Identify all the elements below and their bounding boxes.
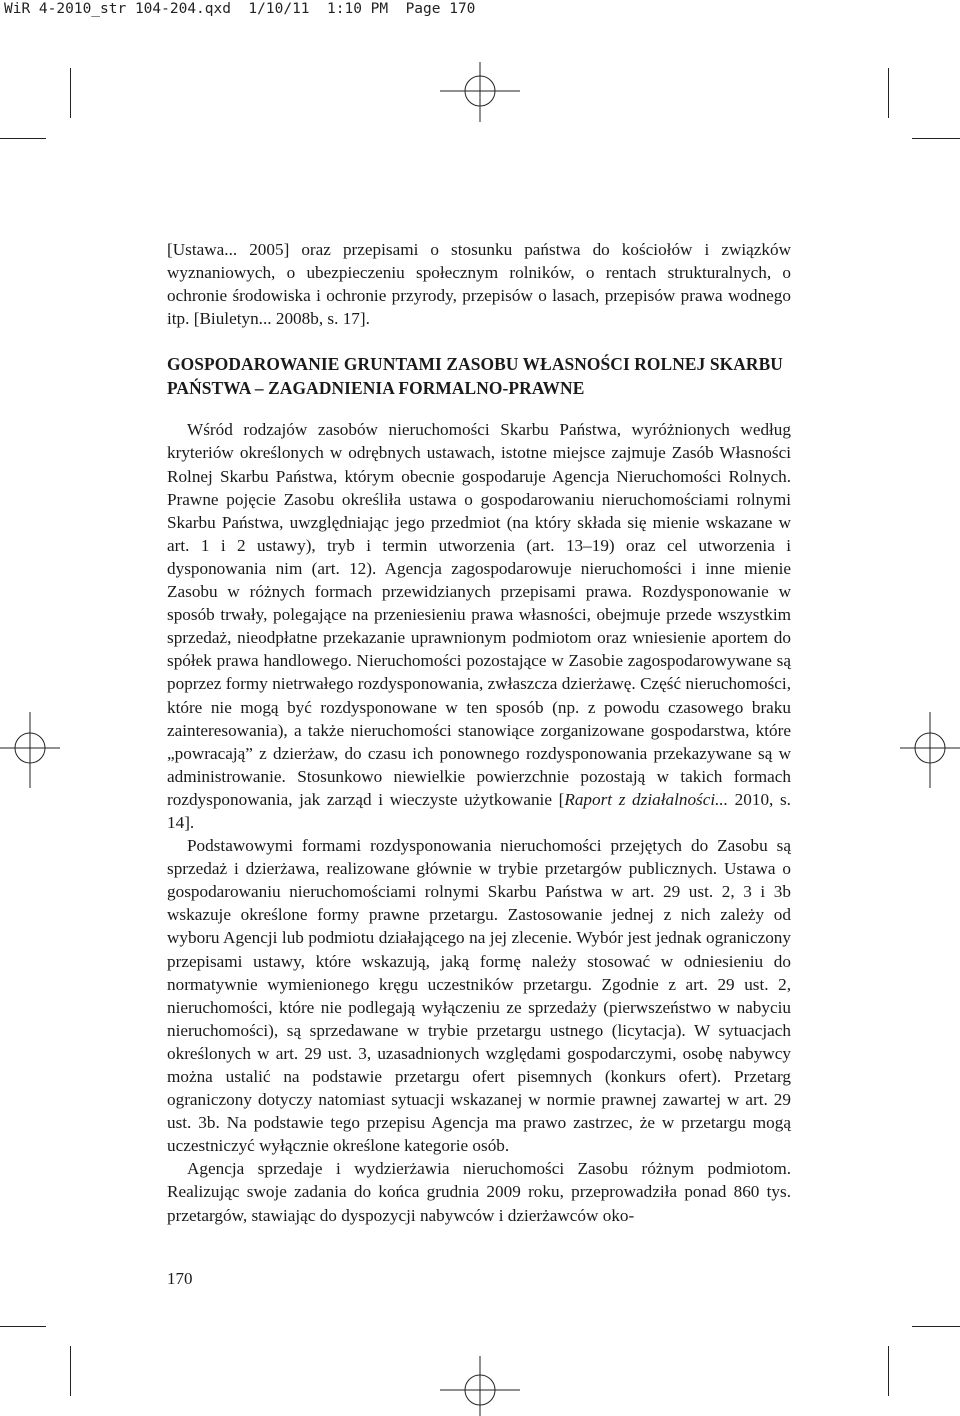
carry-over-paragraph: [Ustawa... 2005] oraz przepisami o stosunku państwa do kościołów i związków wyznaniowych, o ubezpieczeniu społecznym rolników, o rentach strukturalnych, o ochronie środowiska i ochronie przyrody, przepisów o lasach, przepisów prawa wodnego itp. [Biuletyn... 2008b, s. 17]. [167,240,791,329]
page-number: 170 [167,1269,193,1288]
crop-mark-top-left-vertical [70,68,71,118]
registration-mark-bottom [440,1356,520,1416]
crop-mark-bottom-right-vertical [888,1346,889,1396]
registration-mark-top [440,62,520,122]
crop-mark-top-left-horizontal [0,138,46,139]
crop-mark-bottom-left-horizontal [0,1326,46,1327]
crop-mark-bottom-left-vertical [70,1346,71,1396]
printer-slug: WiR 4-2010_str 104-204.qxd 1/10/11 1:10 PM Page 170 [4,1,476,17]
registration-mark-right [900,712,960,788]
section-heading: GOSPODAROWANIE GRUNTAMI ZASOBU WŁASNOŚCI ROLNEJ SKARBU PAŃSTWA – ZAGADNIENIA FORMALNO-PRAWNE [167,354,783,399]
crop-mark-top-right-horizontal [912,138,960,139]
paragraph-1-citation-tail: 2010, s. 14]. [167,789,791,832]
paragraph-2: Podstawowymi formami rozdysponowania nieruchomości przejętych do Zasobu są sprzedaż i dzierżawa, realizowane głównie w trybie przetargów publicznych. Ustawa o gospodarowaniu nieruchomościami rolnymi Skarbu Państwa w art. 29 ust. 2, 3 i 3b wskazuje określone formy prawne przetargu. Zastosowanie jednej z nich zależy od wyboru Agencji lub podmiotu działającego na jej zlecenie. Wybór jest jednak ograniczony przepisami ustawy, które wskazują, jaką formę należy stosować w odniesieniu do normatywnie wymienionego kręgu uczestników przetargu. Zgodnie z art. 29 ust. 2, nieruchomości, które nie podlegają wyłączeniu ze sprzedaży (pierwszeństwo w nabyciu nieruchomości), są sprzedawane w trybie przetargu ustnego (licytacja). W sytuacjach określonych w art. 29 ust. 3, uzasadnionych względami gospodarczymi, osobę nabywcy można ustalić na podstawie przetargu ofert pisemnych (konkurs ofert). Przetarg ograniczony dotyczy natomiast sytuacji wskazanej w normie prawnej zawartej w art. 29 ust. 3b. Na podstawie tego przepisu Agencja ma prawo zastrzec, że w przetargu mogą uczestniczyć wyłącznie określone kategorie osób. [167,836,791,1156]
registration-mark-left [0,712,60,788]
crop-mark-top-right-vertical [888,68,889,118]
page-body [167,238,791,1227]
paragraph-1-text: Wśród rodzajów zasobów nieruchomości Skarbu Państwa, wyróżnionych według kryteriów określonych w odrębnych ustawach, istotne miejsce zajmuje Zasób Własności Rolnej Skarbu Państwa, którym obecnie gospodaruje Agencja Nieruchomości Rolnych. Prawne pojęcie Zasobu określiła ustawa o gospodarowaniu nieruchomościami rolnymi Skarbu Państwa, uwzględniając jego przedmiot (na który składa się mienie wskazane w art. 1 i 2 ustawy), tryb i termin utworzenia (art. 13–19) oraz cel utworzenia i dysponowania nim (art. 12). Agencja zagospodarowuje nieruchomości i inne mienie Zasobu w różnych formach przewidzianych przepisami prawa. Rozdysponowanie w sposób trwały, polegające na przeniesieniu prawa własności, obejmuje przede wszystkim sprzedaż, nieodpłatne przekazanie uprawnionym podmiotom oraz wniesienie aportem do spółek prawa handlowego. Nieruchomości pozostające w Zasobie zagospodarowywane są poprzez formy nietrwałego rozdysponowania, zwłaszcza dzierżawę. Część nieruchomości, które nie mogą być rozdysponowane w ten sposób (np. z powodu czasowego braku zainteresowania), a także nieruchomości stanowiące zorganizowane gospodarstwa, które „powracają” z dzierżaw, do czasu ich ponownego rozdysponowania przekazywane są w administrowanie. Stosunkowo niewielkie powierzchnie pozostają w takich formach rozdysponowania, jak zarząd i wieczyste użytkowanie [ [167,420,791,809]
paragraph-1 [167,418,791,834]
report-title-citation: Raport z działalności... [564,789,729,809]
crop-mark-bottom-right-horizontal [912,1326,960,1327]
paragraph-3: Agencja sprzedaje i wydzierżawia nieruchomości Zasobu różnym podmiotom. Realizując swoje zadania do końca grudnia 2009 roku, przeprowadziła ponad 860 tys. przetargów, stawiając do dyspozycji nabywców i dzierżawców oko- [167,1159,791,1225]
